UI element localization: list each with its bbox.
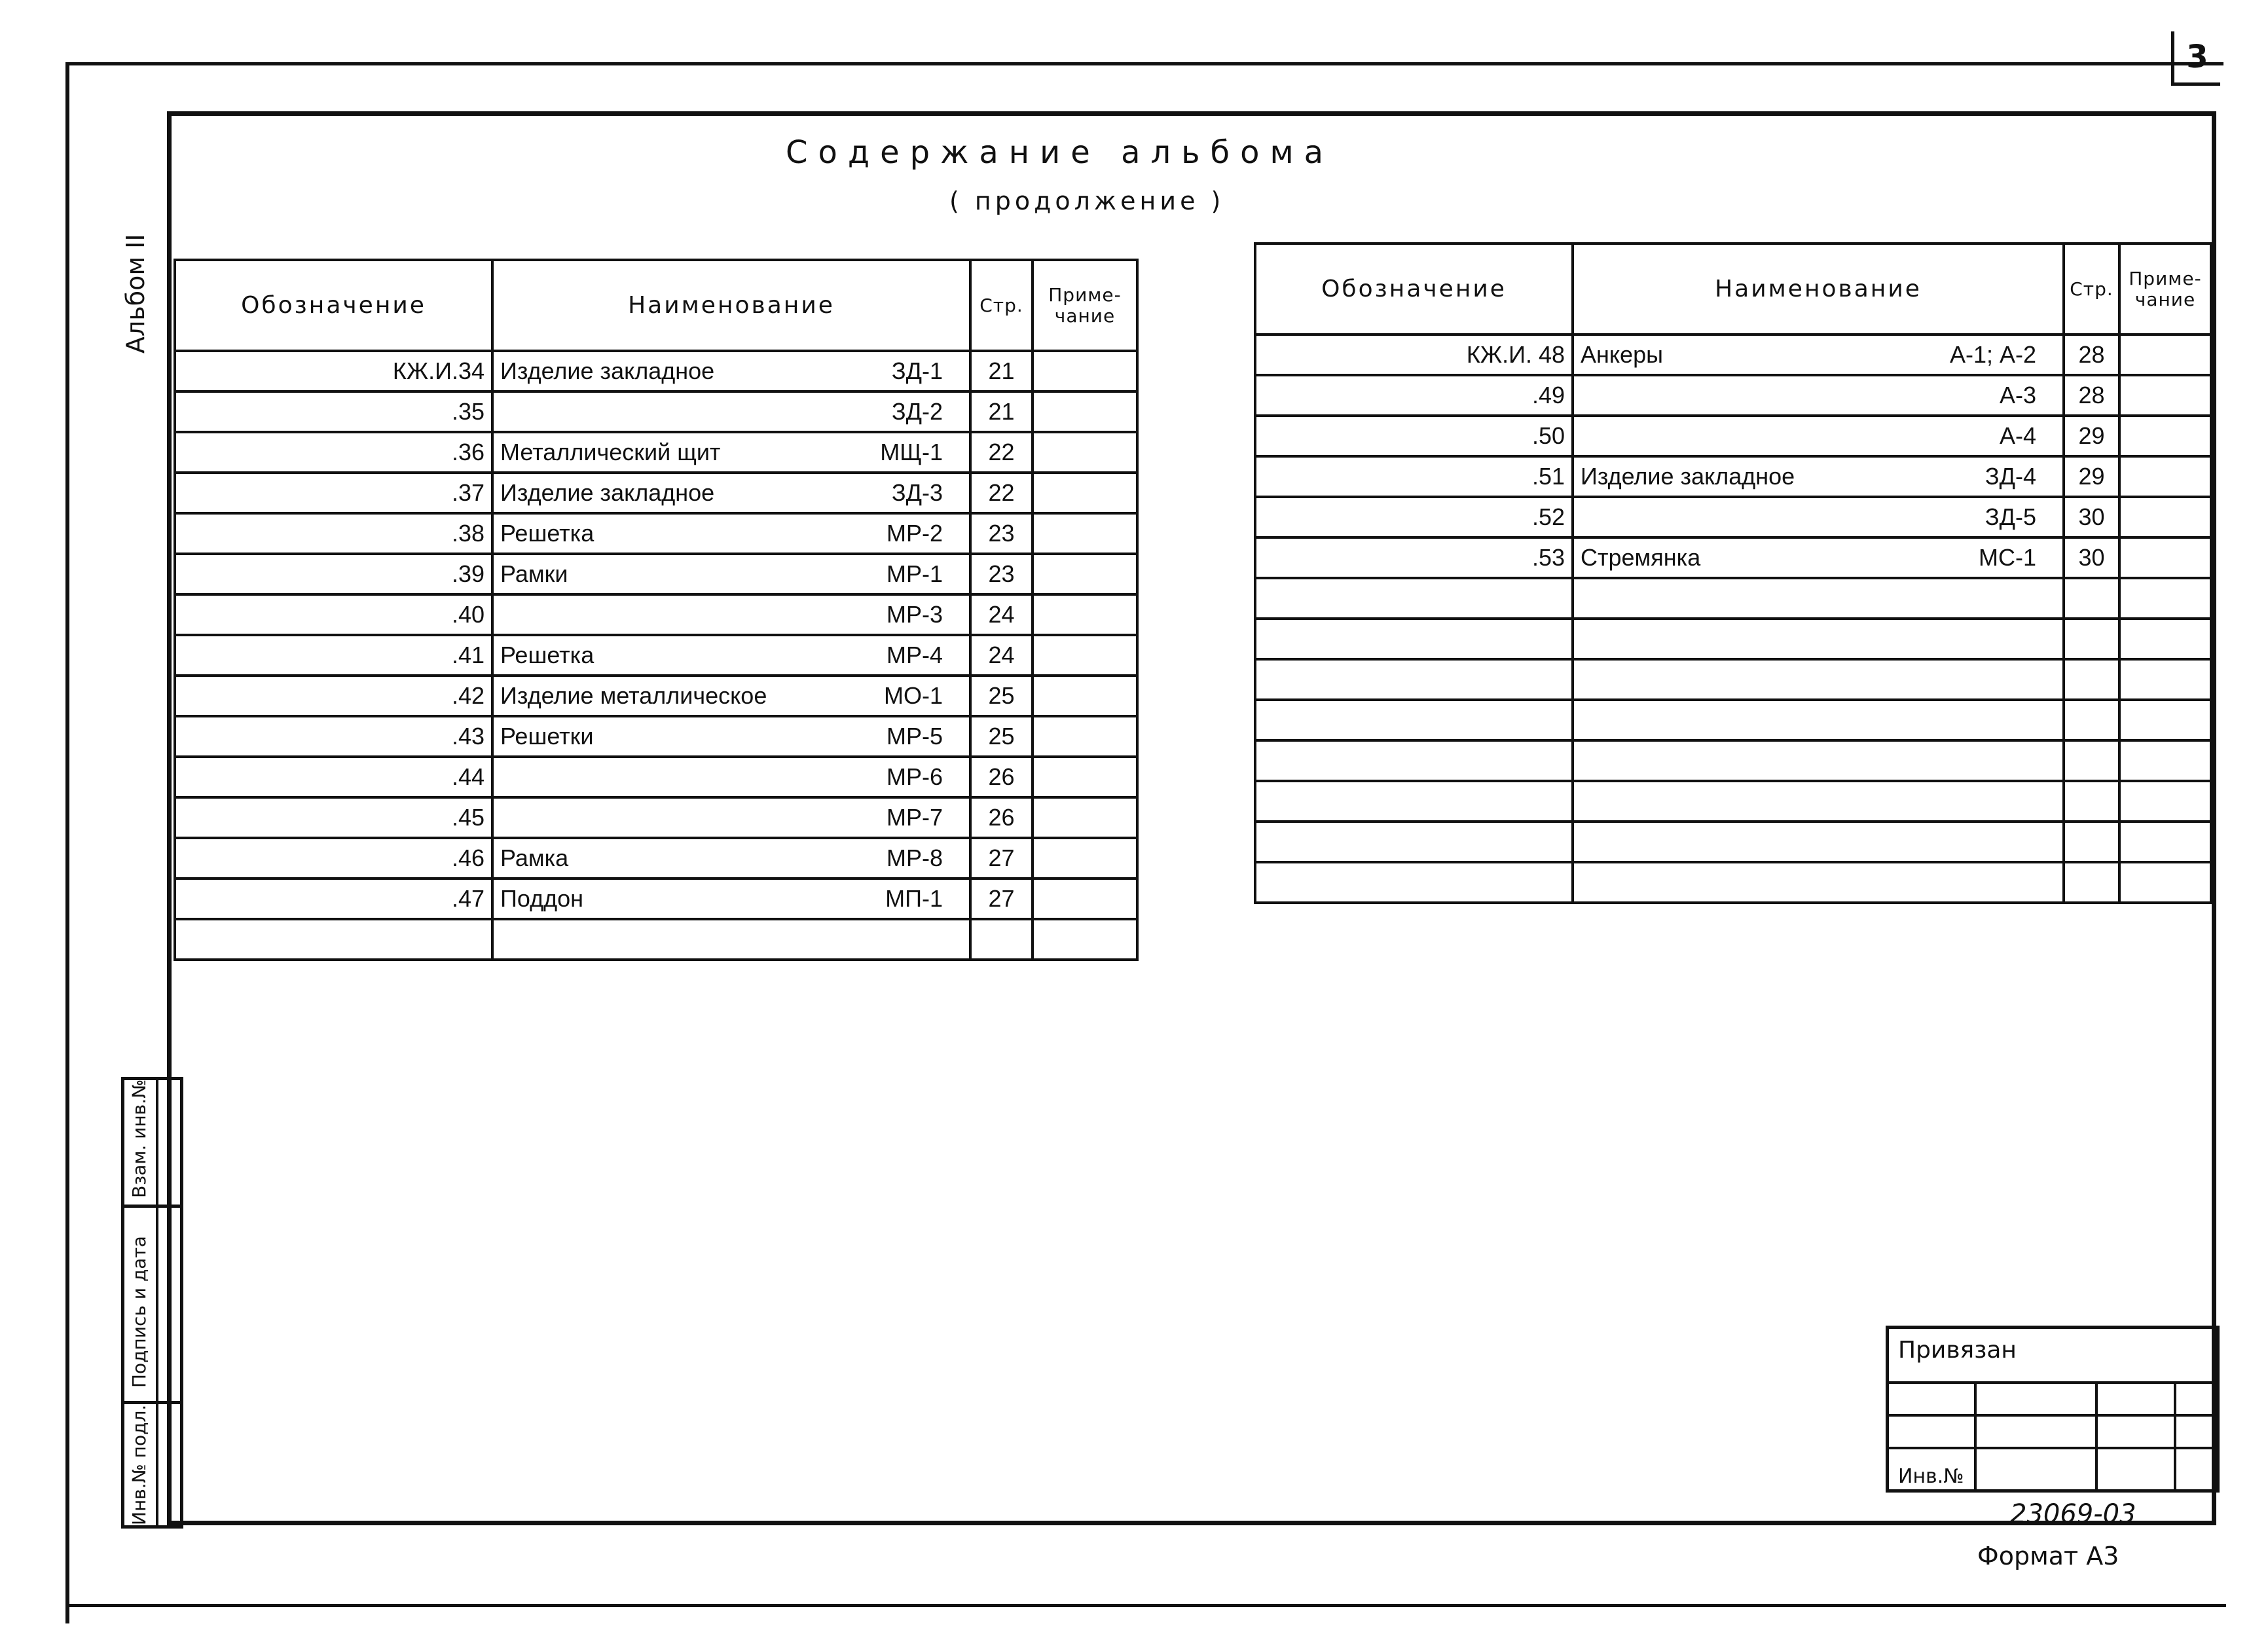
row-mark: МР-7: [886, 804, 943, 831]
row-note: [2119, 740, 2211, 781]
contents-table-left: [174, 259, 1139, 961]
row-note: [1033, 432, 1137, 473]
contents-table-right: [1254, 242, 2212, 904]
table-header: [1255, 244, 2211, 335]
row-note: [2119, 781, 2211, 822]
side-approval-block: [121, 1077, 183, 1529]
row-page: 29: [2064, 456, 2119, 497]
row-note: [2119, 456, 2211, 497]
row-name-text: Изделие закладное: [500, 479, 715, 506]
row-note: [2119, 375, 2211, 416]
row-code: .47: [175, 879, 492, 919]
row-code: .38: [175, 513, 492, 554]
row-name: [492, 594, 970, 635]
row-mark: МР-3: [886, 601, 943, 628]
page-subtitle: ( продолжение ): [949, 187, 1225, 215]
row-mark: МР-5: [886, 723, 943, 750]
table-row: [175, 879, 1137, 919]
row-mark: МП-1: [885, 885, 943, 912]
side-orig-inv: Инв.№ подл.: [128, 1404, 150, 1525]
row-note: [2119, 822, 2211, 862]
row-name: [492, 879, 970, 919]
row-name: [1573, 659, 2064, 700]
empty-row: [1255, 862, 2211, 903]
table-row: [1255, 335, 2211, 375]
header-page: Стр.: [2064, 244, 2119, 335]
row-page: 26: [970, 757, 1033, 797]
row-page: 26: [970, 797, 1033, 838]
row-note: [1033, 838, 1137, 879]
row-name-text: Изделие металлическое: [500, 682, 767, 709]
stamp-label: Привязан: [1898, 1337, 2017, 1364]
side-sub-inv: Взам. инв.№: [128, 1079, 150, 1198]
header-note: Приме-чание: [2119, 244, 2211, 335]
side-separator: [124, 1205, 180, 1208]
row-page: [2064, 740, 2119, 781]
table-row: [175, 391, 1137, 432]
row-page: 30: [2064, 497, 2119, 537]
row-note: [1033, 513, 1137, 554]
row-page: [2064, 700, 2119, 740]
row-note: [2119, 659, 2211, 700]
side-divider: [156, 1080, 158, 1525]
table-row: [175, 676, 1137, 716]
table-header: [175, 260, 1137, 351]
row-code: [1255, 659, 1573, 700]
row-note: [1033, 554, 1137, 594]
row-mark: А-4: [1999, 422, 2036, 449]
row-note: [2119, 416, 2211, 456]
row-name: [1573, 456, 2064, 497]
row-code: .45: [175, 797, 492, 838]
row-code: [1255, 822, 1573, 862]
row-note: [1033, 919, 1137, 960]
row-code: .42: [175, 676, 492, 716]
row-code: [1255, 862, 1573, 903]
row-page: 22: [970, 432, 1033, 473]
header-note: Приме-чание: [1033, 260, 1137, 351]
row-page: [2064, 822, 2119, 862]
row-note: [2119, 700, 2211, 740]
header-name: Наименование: [492, 260, 970, 351]
table-row: [1255, 375, 2211, 416]
row-mark: А-1; А-2: [1949, 341, 2036, 368]
empty-row: [1255, 578, 2211, 619]
format-label: Формат А3: [1977, 1542, 2119, 1570]
row-code: [175, 919, 492, 960]
row-name: [492, 676, 970, 716]
table-row: [1255, 456, 2211, 497]
row-page: 30: [2064, 537, 2119, 578]
row-code: .35: [175, 391, 492, 432]
row-name: [1573, 781, 2064, 822]
row-page: 23: [970, 513, 1033, 554]
row-name: [1573, 335, 2064, 375]
row-page: 21: [970, 391, 1033, 432]
stamp-vline: [2095, 1381, 2098, 1489]
row-code: .50: [1255, 416, 1573, 456]
row-name: [492, 473, 970, 513]
row-mark: МР-4: [886, 642, 943, 668]
table-row: [175, 716, 1137, 757]
row-code: .49: [1255, 375, 1573, 416]
page-title: Содержание альбома: [786, 134, 1334, 171]
stamp-vline: [2174, 1381, 2176, 1489]
row-page: 22: [970, 473, 1033, 513]
row-name: [1573, 578, 2064, 619]
row-note: [1033, 594, 1137, 635]
stamp-inv: Инв.№: [1898, 1465, 1964, 1488]
row-note: [1033, 716, 1137, 757]
table-row: [175, 635, 1137, 676]
row-page: [2064, 578, 2119, 619]
side-sign-date: Подпись и дата: [128, 1236, 150, 1388]
row-code: [1255, 781, 1573, 822]
row-name: [492, 554, 970, 594]
row-code: .52: [1255, 497, 1573, 537]
row-name: [1573, 375, 2064, 416]
row-code: [1255, 740, 1573, 781]
row-mark: ЗД-3: [891, 479, 943, 506]
table-row: [175, 513, 1137, 554]
row-code: .37: [175, 473, 492, 513]
row-page: 28: [2064, 335, 2119, 375]
row-page: [2064, 659, 2119, 700]
row-code: .51: [1255, 456, 1573, 497]
binding-stamp: [1886, 1326, 2220, 1493]
page-number: 3: [2171, 31, 2220, 86]
row-mark: МР-8: [886, 844, 943, 871]
row-note: [2119, 537, 2211, 578]
row-name-text: Стремянка: [1581, 544, 1701, 571]
stamp-line: [1889, 1414, 2216, 1417]
row-code: [1255, 578, 1573, 619]
row-note: [1033, 676, 1137, 716]
row-page: [970, 919, 1033, 960]
row-note: [1033, 351, 1137, 391]
side-separator: [124, 1401, 180, 1404]
table-row: [175, 797, 1137, 838]
header-designation: Обозначение: [175, 260, 492, 351]
empty-row: [1255, 659, 2211, 700]
table-row: [175, 432, 1137, 473]
outer-frame-bottom: [65, 1604, 2226, 1607]
row-page: 24: [970, 635, 1033, 676]
row-mark: ЗД-4: [1985, 463, 2036, 490]
row-code: .46: [175, 838, 492, 879]
row-name: [1573, 700, 2064, 740]
row-page: [2064, 781, 2119, 822]
row-name-text: Решетка: [500, 520, 594, 547]
row-name: [1573, 537, 2064, 578]
empty-row: [1255, 822, 2211, 862]
row-note: [1033, 757, 1137, 797]
row-code: .43: [175, 716, 492, 757]
table-row: [1255, 416, 2211, 456]
row-mark: ЗД-2: [891, 398, 943, 425]
table-row: [175, 757, 1137, 797]
empty-row: [175, 919, 1137, 960]
row-name-text: Решетки: [500, 723, 594, 750]
empty-row: [1255, 740, 2211, 781]
table-row: [1255, 497, 2211, 537]
row-page: 27: [970, 838, 1033, 879]
empty-row: [1255, 700, 2211, 740]
row-page: 29: [2064, 416, 2119, 456]
row-name: [492, 432, 970, 473]
stamp-line: [1889, 1447, 2216, 1449]
row-page: 27: [970, 879, 1033, 919]
row-code: .53: [1255, 537, 1573, 578]
row-page: 23: [970, 554, 1033, 594]
row-note: [1033, 391, 1137, 432]
row-code: .36: [175, 432, 492, 473]
row-name: [1573, 822, 2064, 862]
header-page: Стр.: [970, 260, 1033, 351]
header-designation: Обозначение: [1255, 244, 1573, 335]
row-name: [492, 513, 970, 554]
row-name-text: Металлический щит: [500, 439, 721, 465]
row-code: КЖ.И. 48: [1255, 335, 1573, 375]
row-name-text: Изделие закладное: [500, 357, 715, 384]
row-mark: МЩ-1: [880, 439, 943, 465]
stamp-line: [1889, 1381, 2216, 1384]
row-code: .39: [175, 554, 492, 594]
empty-row: [1255, 781, 2211, 822]
row-page: [2064, 619, 2119, 659]
row-note: [2119, 335, 2211, 375]
row-name: [1573, 740, 2064, 781]
row-name-text: Рамки: [500, 560, 568, 587]
row-code: КЖ.И.34: [175, 351, 492, 391]
row-name-text: Решетка: [500, 642, 594, 668]
row-note: [1033, 879, 1137, 919]
document-code: 23069-03: [2010, 1499, 2136, 1529]
table-row: [175, 554, 1137, 594]
row-code: .41: [175, 635, 492, 676]
row-name: [492, 797, 970, 838]
row-code: .44: [175, 757, 492, 797]
row-page: 25: [970, 676, 1033, 716]
row-mark: А-3: [1999, 382, 2036, 408]
row-page: 28: [2064, 375, 2119, 416]
row-name: [492, 919, 970, 960]
row-code: .40: [175, 594, 492, 635]
row-name: [492, 838, 970, 879]
row-page: 25: [970, 716, 1033, 757]
row-page: [2064, 862, 2119, 903]
row-mark: ЗД-1: [891, 357, 943, 384]
row-mark: МР-2: [886, 520, 943, 547]
row-name-text: Анкеры: [1581, 341, 1663, 368]
row-name: [1573, 862, 2064, 903]
table-row: [175, 594, 1137, 635]
row-name-text: Поддон: [500, 885, 584, 912]
row-code: [1255, 619, 1573, 659]
table-row: [175, 838, 1137, 879]
row-name: [492, 635, 970, 676]
row-name-text: Рамка: [500, 844, 569, 871]
row-note: [1033, 635, 1137, 676]
table-row: [175, 351, 1137, 391]
row-name: [1573, 416, 2064, 456]
row-name: [1573, 619, 2064, 659]
row-mark: МР-1: [886, 560, 943, 587]
row-note: [2119, 862, 2211, 903]
empty-row: [1255, 619, 2211, 659]
row-name: [492, 351, 970, 391]
row-page: 24: [970, 594, 1033, 635]
row-name: [492, 391, 970, 432]
row-mark: МС-1: [1979, 544, 2036, 571]
row-name-text: Изделие закладное: [1581, 463, 1795, 490]
row-code: [1255, 700, 1573, 740]
table-row: [175, 473, 1137, 513]
row-note: [2119, 619, 2211, 659]
row-note: [1033, 797, 1137, 838]
row-mark: МР-6: [886, 763, 943, 790]
table-row: [1255, 537, 2211, 578]
row-name: [492, 757, 970, 797]
album-label: Альбом II: [121, 234, 150, 353]
row-mark: ЗД-5: [1985, 503, 2036, 530]
row-name: [1573, 497, 2064, 537]
row-name: [492, 716, 970, 757]
row-page: 21: [970, 351, 1033, 391]
row-mark: МО-1: [884, 682, 943, 709]
row-note: [2119, 497, 2211, 537]
stamp-vline: [1974, 1381, 1977, 1489]
row-note: [2119, 578, 2211, 619]
header-name: Наименование: [1573, 244, 2064, 335]
row-note: [1033, 473, 1137, 513]
